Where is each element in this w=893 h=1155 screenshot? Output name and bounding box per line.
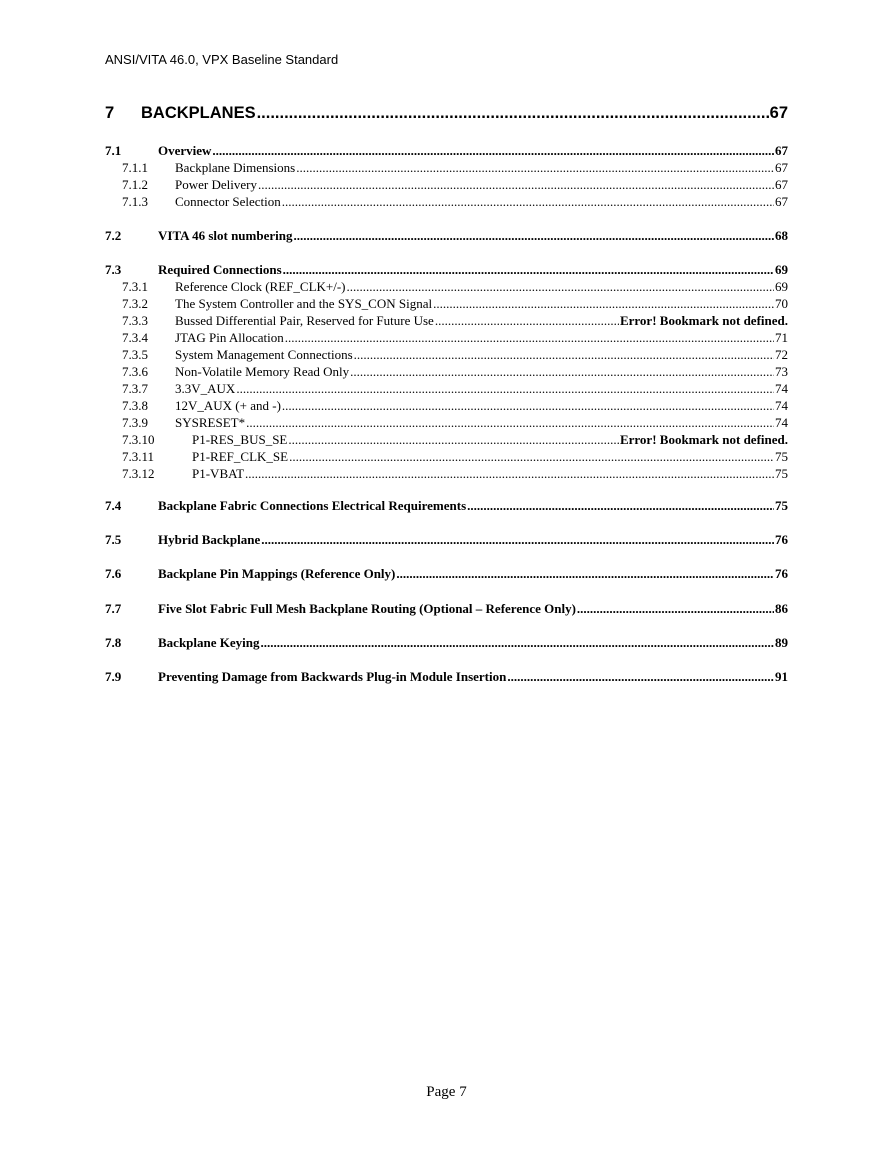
toc-entry-page: 71 — [775, 330, 788, 345]
toc-entry-page: 75 — [775, 498, 788, 513]
toc-entry-page: 67 — [775, 177, 788, 192]
toc-entry-number: 7.3.5 — [122, 347, 148, 362]
running-header: ANSI/VITA 46.0, VPX Baseline Standard — [105, 52, 339, 67]
toc-entry[interactable] — [105, 635, 788, 653]
toc-leader-dots — [435, 313, 619, 329]
toc-entry-title: Backplane Keying — [158, 635, 260, 650]
toc-entry[interactable] — [105, 194, 788, 212]
toc-entry-title: Five Slot Fabric Full Mesh Backplane Routing (Optional – Reference Only) — [158, 601, 576, 616]
toc-entry[interactable] — [105, 279, 788, 297]
toc-entry-number: 7.6 — [105, 566, 122, 581]
toc-entry-page: 69 — [775, 279, 788, 294]
toc-leader-dots — [347, 279, 774, 295]
toc-entry-number: 7.3.4 — [122, 330, 148, 345]
toc-entry-page-error: Error! Bookmark not defined. — [619, 432, 788, 447]
toc-leader-dots — [258, 177, 774, 193]
toc-entry-number: 7.3.6 — [122, 364, 148, 379]
toc-leader-dots — [245, 466, 774, 482]
toc-entry-page: 68 — [775, 228, 788, 243]
toc-entry-title: 12V_AUX (+ and -) — [175, 398, 281, 413]
toc-leader-dots — [296, 160, 774, 176]
toc-entry[interactable] — [105, 449, 788, 467]
toc-entry-number: 7 — [105, 104, 115, 122]
toc-entry-number: 7.5 — [105, 532, 122, 547]
toc-leader-dots — [261, 532, 774, 548]
toc-entry[interactable] — [105, 466, 788, 484]
toc-entry-number: 7.3.8 — [122, 398, 148, 413]
toc-leader-dots — [261, 635, 775, 651]
toc-entry[interactable] — [105, 432, 788, 450]
toc-entry[interactable] — [105, 364, 788, 382]
toc-entry-title: SYSRESET* — [175, 415, 246, 430]
toc-entry-number: 7.4 — [105, 498, 122, 513]
toc-leader-dots — [288, 432, 619, 448]
toc-entry-title: The System Controller and the SYS_CON Signal — [175, 296, 433, 311]
toc-entry-number: 7.3.3 — [122, 313, 148, 328]
toc-entry[interactable] — [105, 601, 788, 619]
toc-entry-title: Backplane Pin Mappings (Reference Only) — [158, 566, 396, 581]
toc-entry[interactable] — [105, 669, 788, 687]
toc-entry-title: Reference Clock (REF_CLK+/-) — [175, 279, 346, 294]
toc-entry-title: JTAG Pin Allocation — [175, 330, 284, 345]
page-number-footer: Page 7 — [426, 1084, 467, 1100]
toc-entry-number: 7.1.3 — [122, 194, 148, 209]
toc-entry-title: Required Connections — [158, 262, 282, 277]
toc-entry-number: 7.3.9 — [122, 415, 148, 430]
toc-entry-page: 86 — [775, 601, 788, 616]
toc-entry-title: Hybrid Backplane — [158, 532, 261, 547]
toc-entry-page: 74 — [775, 398, 788, 413]
toc-leader-dots — [354, 347, 774, 363]
toc-entry-title: BACKPLANES — [141, 104, 256, 122]
toc-entry[interactable] — [105, 566, 788, 584]
toc-entry-number: 7.3.7 — [122, 381, 148, 396]
toc-entry-page: 75 — [775, 466, 788, 481]
toc-entry-page: 70 — [775, 296, 788, 311]
toc-leader-dots — [433, 296, 774, 312]
toc-entry-number: 7.7 — [105, 601, 122, 616]
toc-entry-number: 7.3.11 — [122, 449, 155, 464]
toc-leader-dots — [396, 566, 774, 582]
toc-leader-dots — [289, 449, 774, 465]
toc-entry[interactable] — [105, 296, 788, 314]
toc-entry[interactable] — [105, 398, 788, 416]
toc-leader-dots — [507, 669, 774, 685]
toc-leader-dots — [246, 415, 774, 431]
toc-leader-dots — [282, 194, 774, 210]
toc-entry-page: 73 — [775, 364, 788, 379]
toc-entry-page: 74 — [775, 415, 788, 430]
toc-entry[interactable] — [105, 228, 788, 246]
toc-leader-dots — [212, 143, 774, 159]
toc-entry-title: Connector Selection — [175, 194, 281, 209]
toc-entry[interactable] — [105, 262, 788, 280]
toc-entry-number: 7.3.12 — [122, 466, 155, 481]
toc-entry-number: 7.8 — [105, 635, 122, 650]
toc-entry-number: 7.3.1 — [122, 279, 148, 294]
toc-entry-page: 76 — [775, 532, 788, 547]
toc-entry-number: 7.2 — [105, 228, 122, 243]
toc-entry-page: 69 — [775, 262, 788, 277]
toc-entry[interactable] — [105, 381, 788, 399]
toc-entry[interactable] — [105, 143, 788, 161]
toc-entry-number: 7.3.10 — [122, 432, 155, 447]
toc-entry-title: Power Delivery — [175, 177, 257, 192]
toc-entry-number: 7.1.2 — [122, 177, 148, 192]
toc-entry-page: 72 — [775, 347, 788, 362]
toc-leader-dots — [577, 601, 774, 617]
toc-entry-number: 7.1 — [105, 143, 122, 158]
toc-entry-page: 74 — [775, 381, 788, 396]
toc-leader-dots — [293, 228, 774, 244]
toc-entry-title: P1-RES_BUS_SE — [192, 432, 288, 447]
toc-entry[interactable] — [105, 498, 788, 516]
toc-leader-dots — [467, 498, 774, 514]
toc-entry-title: Backplane Fabric Connections Electrical Requirements — [158, 498, 467, 513]
toc-entry[interactable] — [105, 313, 788, 331]
toc-entry-title: System Management Connections — [175, 347, 353, 362]
toc-entry-page: 89 — [775, 635, 788, 650]
toc-entry-page: 75 — [775, 449, 788, 464]
toc-entry[interactable] — [105, 415, 788, 433]
toc-chapter-entry[interactable] — [105, 104, 788, 122]
toc-entry-title: Overview — [158, 143, 212, 158]
toc-entry-page: 91 — [775, 669, 788, 684]
toc-entry-number: 7.1.1 — [122, 160, 148, 175]
toc-entry-page: 67 — [769, 104, 788, 122]
toc-entry-page-error: Error! Bookmark not defined. — [619, 313, 788, 328]
toc-leader-dots — [236, 381, 774, 397]
toc-entry-title: P1-REF_CLK_SE — [192, 449, 289, 464]
toc-entry-title: P1-VBAT — [192, 466, 245, 481]
toc-entry-number: 7.3.2 — [122, 296, 148, 311]
toc-entry-title: Non-Volatile Memory Read Only — [175, 364, 350, 379]
toc-entry[interactable] — [105, 532, 788, 550]
toc-leader-dots — [282, 398, 774, 414]
toc-entry-page: 67 — [775, 160, 788, 175]
toc-entry[interactable] — [105, 177, 788, 195]
toc-entry[interactable] — [105, 160, 788, 178]
toc-leader-dots — [285, 330, 774, 346]
toc-entry-page: 67 — [775, 194, 788, 209]
toc-leader-dots — [283, 262, 774, 278]
toc-entry-page: 76 — [775, 566, 788, 581]
toc-entry-title: VITA 46 slot numbering — [158, 228, 293, 243]
toc-entry[interactable] — [105, 330, 788, 348]
toc-entry-page: 67 — [775, 143, 788, 158]
toc-entry-title: Backplane Dimensions — [175, 160, 296, 175]
toc-leader-dots — [257, 104, 769, 123]
toc-entry-number: 7.9 — [105, 669, 122, 684]
toc-leader-dots — [350, 364, 774, 380]
toc-entry-title: 3.3V_AUX — [175, 381, 236, 396]
toc-entry-title: Preventing Damage from Backwards Plug-in Module Insertion — [158, 669, 507, 684]
toc-entry[interactable] — [105, 347, 788, 365]
toc-entry-number: 7.3 — [105, 262, 122, 277]
toc-entry-title: Bussed Differential Pair, Reserved for Future Use — [175, 313, 434, 328]
